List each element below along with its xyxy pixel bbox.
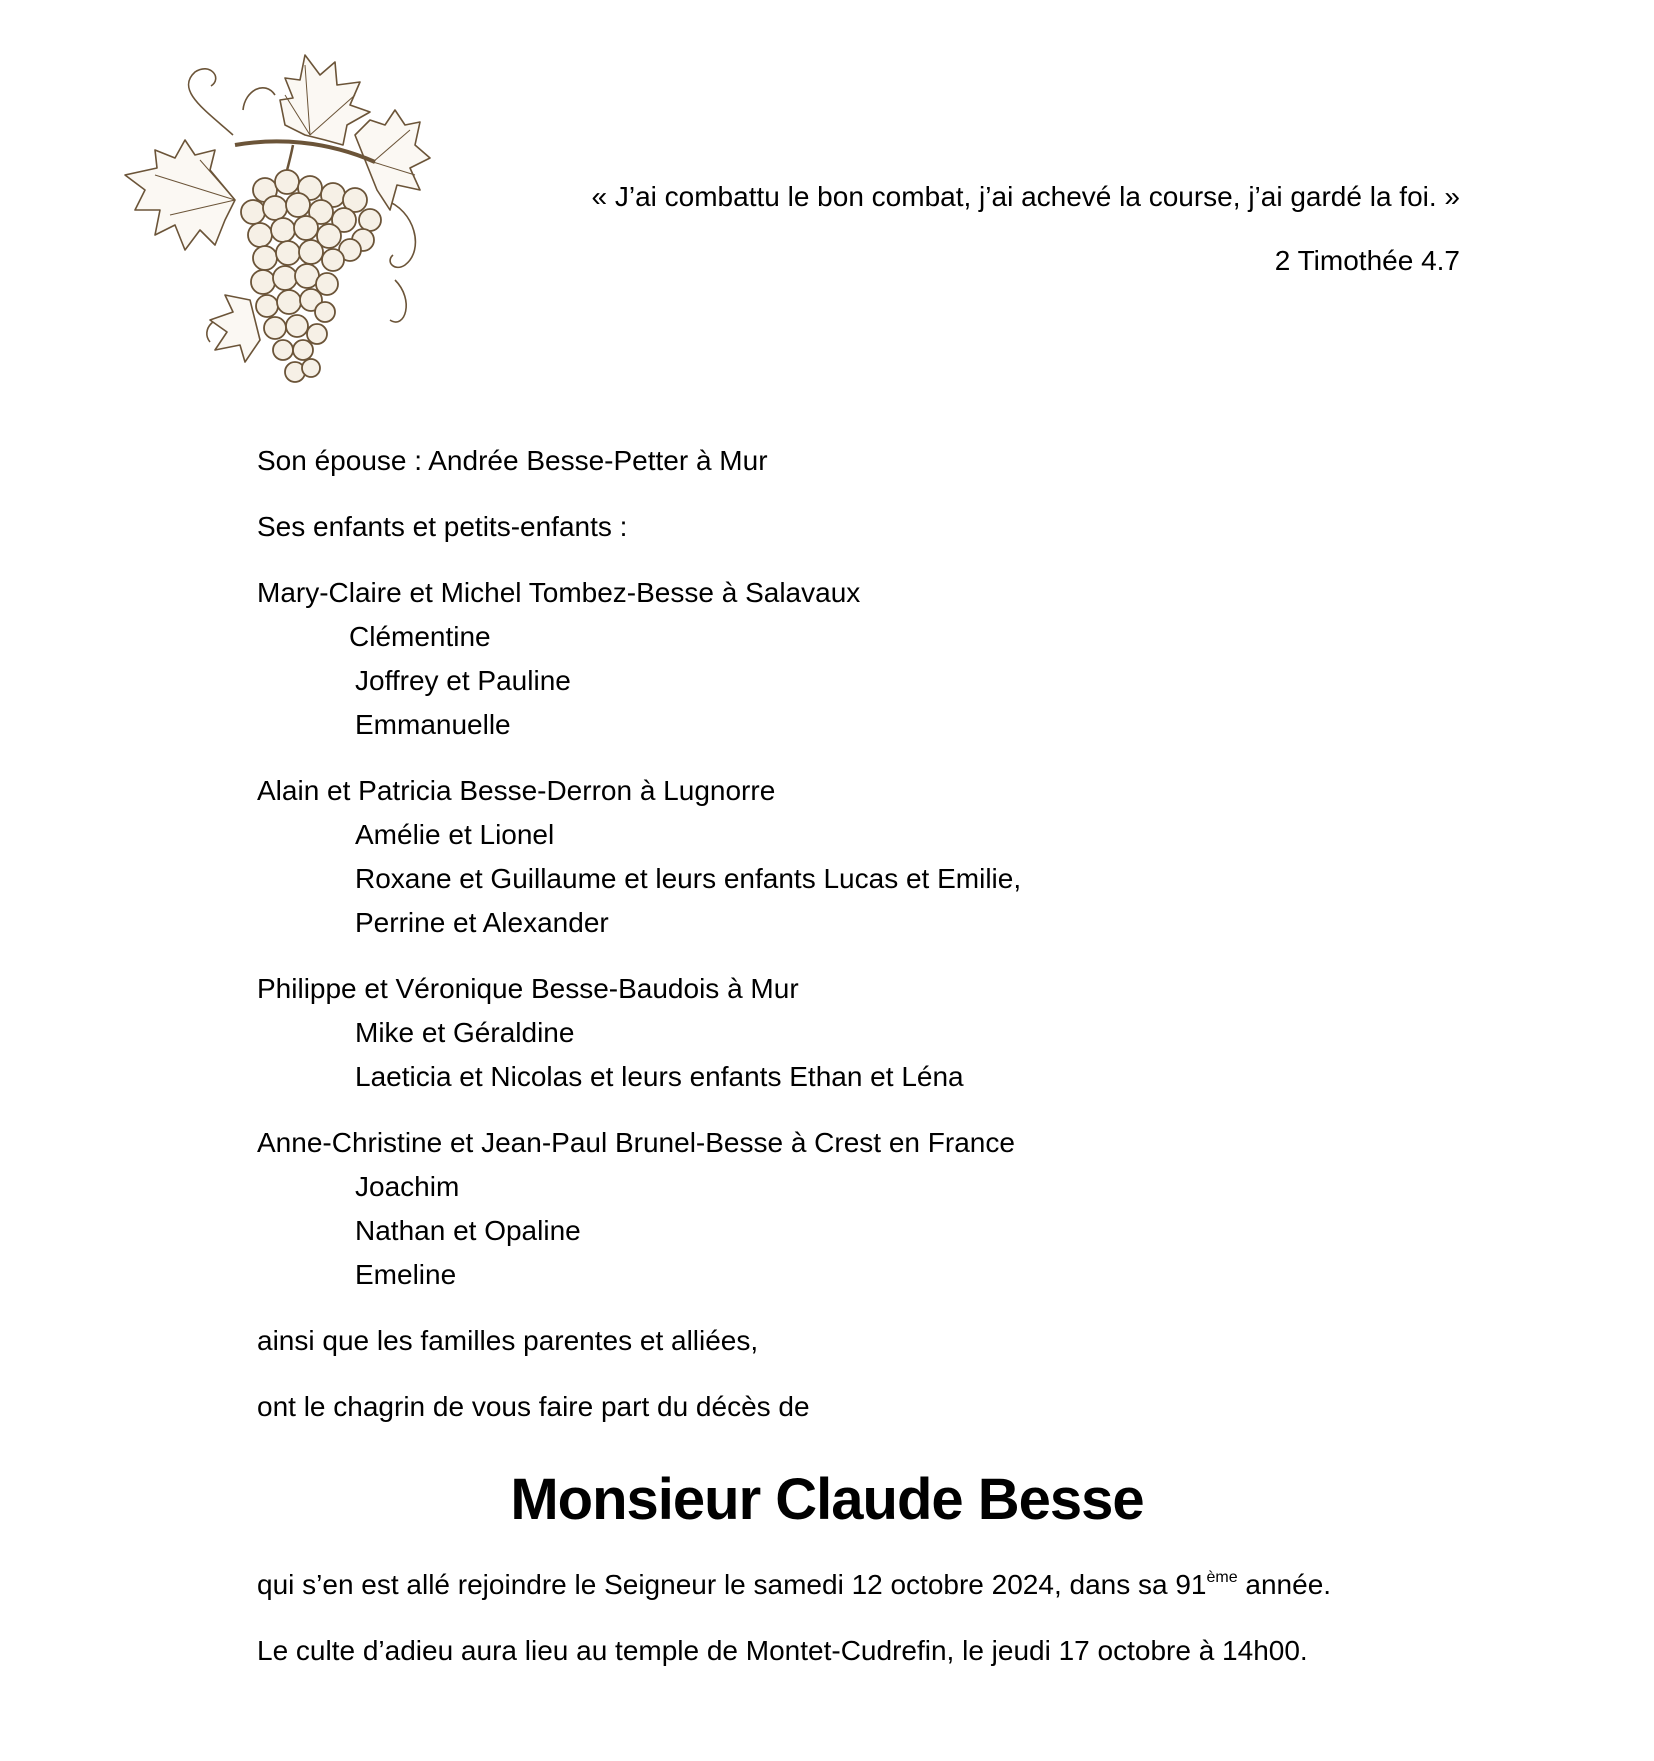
grandchild-line: Nathan et Opaline: [355, 1215, 581, 1246]
death-line-end: année.: [1237, 1569, 1332, 1600]
epigraph-quote: « J’ai combattu le bon combat, j’ai achevé la course, j’ai gardé la foi. »: [591, 181, 1460, 212]
grandchild-line: Clémentine: [349, 621, 491, 652]
extended-family-line: ainsi que les familles parentes et alliées,: [257, 1325, 759, 1356]
family-parents: Philippe et Véronique Besse-Baudois à Mur: [257, 973, 799, 1004]
grandchild-line: Joachim: [355, 1171, 460, 1202]
grandchild-line: Emeline: [355, 1259, 457, 1290]
announcement-line: ont le chagrin de vous faire part du décès de: [257, 1391, 810, 1422]
children-heading: Ses enfants et petits-enfants :: [257, 511, 628, 542]
grandchild-line: Amélie et Lionel: [355, 819, 555, 850]
grandchild-line: Mike et Géraldine: [355, 1017, 575, 1048]
deceased-name: Monsieur Claude Besse: [510, 1467, 1144, 1532]
family-parents: Mary-Claire et Michel Tombez-Besse à Salavaux: [257, 577, 861, 608]
death-line: [257, 1568, 1331, 1602]
grandchild-line: Joffrey et Pauline: [355, 665, 571, 696]
family-parents: Alain et Patricia Besse-Derron à Lugnorre: [257, 775, 776, 806]
spouse-line: Son épouse : Andrée Besse-Petter à Mur: [257, 445, 768, 476]
grandchild-line: Perrine et Alexander: [355, 907, 609, 938]
death-line-text: qui s’en est allé rejoindre le Seigneur le samedi 12 octobre 2024, dans sa 91: [257, 1569, 1207, 1600]
grandchild-line: Laeticia et Nicolas et leurs enfants Ethan et Léna: [355, 1061, 964, 1092]
service-line: Le culte d’adieu aura lieu au temple de Montet-Cudrefin, le jeudi 17 octobre à 14h00.: [257, 1635, 1308, 1666]
ordinal-suffix: ème: [1206, 1569, 1238, 1586]
grape-bunch-illustration-icon: [115, 50, 475, 402]
grandchild-line: Roxane et Guillaume et leurs enfants Lucas et Emilie,: [355, 863, 1022, 894]
grandchild-line: Emmanuelle: [355, 709, 511, 740]
epigraph-reference: 2 Timothée 4.7: [1274, 245, 1460, 276]
family-parents: Anne-Christine et Jean-Paul Brunel-Besse à Crest en France: [257, 1127, 1015, 1158]
